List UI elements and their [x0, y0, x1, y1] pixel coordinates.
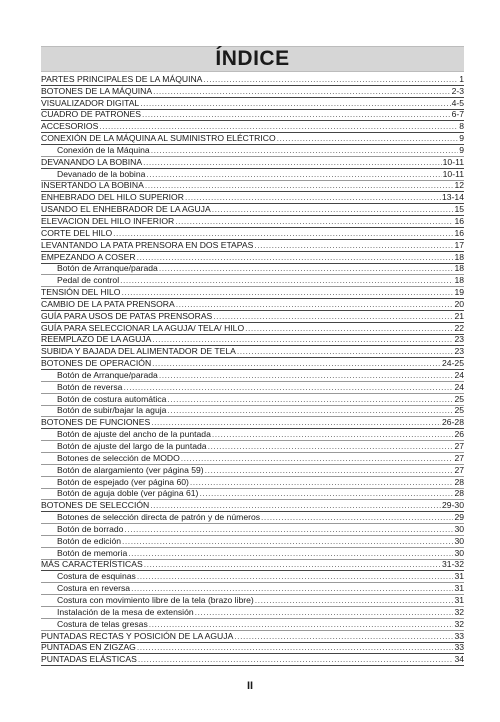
toc-entry-page: 29 [454, 512, 464, 523]
toc-entry-label: Botón de reversa [57, 381, 123, 392]
toc-entry-label: PUNTADAS EN ZIGZAG [41, 642, 136, 653]
toc-entry-page: 20 [454, 298, 464, 309]
toc-entry-label: Botones de selección de MODO [57, 452, 180, 463]
toc-entry-label: Botón de memoria [57, 547, 128, 558]
toc-entry-page: 22 [454, 322, 464, 333]
toc-entry[interactable] [41, 631, 464, 643]
toc-entry[interactable] [41, 299, 464, 311]
toc-entry-page: 9 [459, 133, 464, 144]
dot-leader [185, 192, 441, 203]
toc-entry-page: 31 [454, 583, 464, 594]
dot-leader [124, 524, 453, 535]
dot-leader [159, 370, 454, 381]
dot-leader [234, 631, 453, 642]
toc-entry-label: CONEXIÓN DE LA MÁQUINA AL SUMINISTRO ELÉCTRICO [41, 133, 276, 144]
toc-entry-label: TENSIÓN DEL HILO [41, 287, 121, 298]
dot-leader [255, 595, 454, 606]
toc-entry-label: ELEVACION DEL HILO INFERIOR [41, 215, 175, 226]
toc-entry-page: 19 [454, 287, 464, 298]
toc-entry-page: 32 [454, 618, 464, 629]
dot-leader [254, 240, 453, 251]
toc-subentry[interactable] [41, 275, 464, 287]
toc-entry-page: 31 [454, 571, 464, 582]
toc-entry-label: Pedal de control [57, 275, 120, 286]
dot-leader [123, 382, 453, 393]
dot-leader [151, 417, 441, 428]
toc-entry[interactable] [41, 311, 464, 323]
toc-subentry[interactable] [41, 548, 464, 560]
toc-entry-label: Botón de subir/bajar la aguja [57, 405, 167, 416]
dot-leader [277, 133, 459, 144]
toc-entry-label: DEVANANDO LA BOBINA [41, 156, 143, 167]
dot-leader [113, 228, 453, 239]
dot-leader [131, 583, 453, 594]
dot-leader [245, 323, 453, 334]
toc-entry-label: PUNTADAS RECTAS Y POSICIÓN DE LA AGUJA [41, 630, 234, 641]
toc-entry-label: Botón de Arranque/parada [57, 263, 158, 274]
page-title: ÍNDICE [215, 47, 290, 70]
toc-entry-label: Instalación de la mesa de extensión [57, 606, 194, 617]
dot-leader [143, 157, 442, 168]
dot-leader [137, 571, 454, 582]
toc-entry-page: 12 [454, 180, 464, 191]
toc-entry-page: 34 [454, 654, 464, 665]
toc-entry-label: PUNTADAS ELÁSTICAS [41, 654, 137, 665]
toc-entry-label: Devanado de la bobina [57, 168, 146, 179]
toc-entry-page: 23 [454, 334, 464, 345]
dot-leader [142, 109, 451, 120]
toc-entry-page: 16 [454, 227, 464, 238]
dot-leader [237, 346, 454, 357]
toc-entry-page: 24 [454, 369, 464, 380]
toc-entry-page: 32 [454, 606, 464, 617]
toc-subentry[interactable] [41, 571, 464, 583]
toc-entry-label: ENHEBRADO DEL HILO SUPERIOR [41, 192, 184, 203]
toc-entry-page: 2-3 [451, 85, 464, 96]
toc-entry-page: 30 [454, 523, 464, 534]
dot-leader [121, 287, 453, 298]
dot-leader [137, 642, 454, 653]
toc-entry[interactable] [41, 133, 464, 145]
dot-leader [175, 216, 453, 227]
toc-subentry[interactable] [41, 406, 464, 418]
toc-entry-label: Botones de selección directa de patrón y de números [57, 512, 261, 523]
toc-entry-label: Botón de costura automática [57, 393, 167, 404]
toc-entry-page: 15 [454, 204, 464, 215]
toc-entry-page: 24-25 [442, 358, 464, 369]
toc-entry-label: Conexión de la Máquina [57, 144, 150, 155]
dot-leader [145, 180, 454, 191]
toc-subentry[interactable] [41, 512, 464, 524]
dot-leader [152, 334, 453, 345]
toc-entry-label: MÁS CARACTERÍSTICAS [41, 559, 143, 570]
toc-entry-page: 27 [454, 441, 464, 451]
dot-leader [122, 536, 453, 547]
toc-entry-label: CAMBIO DE LA PATA PRENSORA [41, 298, 175, 309]
toc-entry[interactable] [41, 643, 464, 655]
toc-entry[interactable] [41, 560, 464, 572]
toc-entry-label: ACCESORIOS [41, 121, 99, 132]
toc-entry-label: LEVANTANDO LA PATA PRENSORA EN DOS ETAPAS [41, 239, 254, 250]
toc-entry[interactable] [41, 358, 464, 370]
toc-entry-label: GUÍA PARA USOS DE PATAS PRENSORAS [41, 310, 213, 321]
toc-entry-page: 18 [454, 263, 464, 274]
toc-entry-label: Botón de edición [57, 535, 122, 546]
toc-entry-page: 21 [454, 310, 464, 321]
toc-entry-page: 13-14 [442, 192, 464, 203]
toc-entry-page: 24 [454, 381, 464, 392]
toc-entry-page: 27 [454, 452, 464, 463]
toc-entry-label: BOTONES DE FUNCIONES [41, 417, 151, 428]
toc-entry[interactable] [41, 110, 464, 122]
toc-entry-label: Botón de alargamiento (ver página 59) [57, 464, 204, 475]
toc-entry-label: Botón de ajuste del ancho de la puntada [57, 429, 211, 440]
toc-entry[interactable] [41, 654, 464, 666]
toc-entry[interactable] [41, 181, 464, 193]
toc-subentry[interactable] [41, 370, 464, 382]
toc-entry-page: 6-7 [451, 109, 464, 120]
table-of-contents [41, 74, 464, 666]
toc-entry-page: 18 [454, 275, 464, 286]
toc-entry-label: CUADRO DE PATRONES [41, 109, 141, 120]
toc-entry[interactable] [41, 121, 464, 133]
toc-entry-page: 16 [454, 215, 464, 226]
toc-entry[interactable] [41, 417, 464, 429]
dot-leader [140, 98, 450, 109]
toc-subentry[interactable] [41, 145, 464, 157]
toc-entry-label: SUBIDA Y BAJADA DEL ALIMENTADOR DE TELA [41, 346, 236, 357]
toc-entry-label: PARTES PRINCIPALES DE LA MÁQUINA [41, 73, 203, 84]
toc-entry-page: 25 [454, 405, 464, 416]
dot-leader [153, 86, 450, 97]
toc-subentry[interactable] [41, 465, 464, 477]
toc-entry[interactable] [41, 335, 464, 347]
toc-entry-page: 8 [459, 121, 464, 132]
toc-entry-page: 28 [454, 476, 464, 487]
toc-entry-page: 17 [454, 239, 464, 250]
toc-entry[interactable] [41, 74, 464, 86]
dot-leader [99, 121, 458, 132]
toc-entry-label: Costura de esquinas [57, 571, 136, 582]
dot-leader [212, 204, 454, 215]
toc-entry-page: 10-11 [442, 168, 464, 179]
dot-leader [146, 169, 441, 180]
toc-subentry[interactable] [41, 169, 464, 181]
dot-leader [137, 252, 454, 263]
dot-leader [212, 429, 454, 440]
dot-leader [261, 512, 453, 523]
toc-subentry[interactable] [41, 382, 464, 394]
toc-entry-label: REEMPLAZO DE LA AGUJA [41, 334, 152, 345]
dot-leader [128, 548, 453, 559]
toc-entry[interactable] [41, 216, 464, 228]
toc-entry-page: 9 [459, 144, 464, 155]
toc-entry-page: 25 [454, 393, 464, 404]
toc-entry[interactable] [41, 98, 464, 110]
dot-leader [167, 394, 453, 405]
toc-entry-page: 27 [454, 464, 464, 475]
dot-leader [205, 465, 454, 476]
toc-entry-label: Botón de espejado (ver página 60) [57, 476, 189, 487]
toc-entry[interactable] [41, 346, 464, 358]
dot-leader [203, 74, 458, 85]
toc-entry-page: 23 [454, 346, 464, 357]
toc-subentry[interactable] [41, 583, 464, 595]
dot-leader [159, 263, 454, 274]
toc-subentry[interactable] [41, 489, 464, 501]
toc-entry[interactable] [41, 240, 464, 252]
toc-entry-page: 31 [454, 594, 464, 605]
toc-entry-label: Botón de borrado [57, 523, 124, 534]
toc-entry-label: Costura de telas gresas [57, 618, 148, 629]
toc-entry-page: 1 [459, 73, 464, 84]
toc-entry-label: GUÍA PARA SELECCIONAR LA AGUJA/ TELA/ HILO [41, 322, 245, 333]
toc-subentry[interactable] [41, 607, 464, 619]
toc-entry-label: Botón de aguja doble (ver página 61) [57, 488, 199, 499]
toc-entry-label: BOTONES DE LA MÁQUINA [41, 85, 153, 96]
dot-leader [151, 145, 459, 156]
dot-leader [120, 275, 453, 286]
toc-entry-page: 18 [454, 251, 464, 262]
page-number: II [246, 680, 254, 692]
toc-entry[interactable] [41, 157, 464, 169]
toc-subentry[interactable] [41, 477, 464, 489]
toc-subentry[interactable] [41, 394, 464, 406]
dot-leader [138, 654, 454, 665]
toc-entry-page: 33 [454, 642, 464, 653]
toc-entry-page: 26 [454, 429, 464, 440]
toc-entry-label: BOTONES DE SELECCIÓN [41, 500, 150, 511]
toc-entry-page: 4-5 [451, 97, 464, 108]
dot-leader [190, 477, 454, 488]
toc-entry-label: VISUALIZADOR DIGITAL [41, 97, 140, 108]
toc-subentry[interactable] [41, 441, 464, 453]
dot-leader [176, 299, 454, 310]
toc-entry[interactable] [41, 287, 464, 299]
toc-subentry[interactable] [41, 264, 464, 276]
toc-subentry[interactable] [41, 595, 464, 607]
toc-entry-page: 31-32 [442, 559, 464, 570]
toc-entry[interactable] [41, 323, 464, 335]
toc-entry-page: 28 [454, 488, 464, 499]
dot-leader [199, 488, 453, 499]
dot-leader [181, 453, 454, 464]
toc-entry[interactable] [41, 228, 464, 240]
dot-leader [208, 441, 454, 452]
toc-entry-page: 29-30 [442, 500, 464, 511]
title-band [41, 46, 464, 72]
toc-entry[interactable] [41, 252, 464, 264]
toc-entry-label: EMPEZANDO A COSER [41, 251, 136, 262]
toc-entry-label: BOTONES DE OPERACIÓN [41, 358, 152, 369]
toc-entry[interactable] [41, 86, 464, 98]
toc-entry-page: 30 [454, 535, 464, 546]
toc-entry[interactable] [41, 192, 464, 204]
toc-entry-label: CORTE DEL HILO [41, 227, 113, 238]
toc-entry-label: Costura con movimiento libre de la tela (brazo libre) [57, 594, 254, 605]
toc-entry[interactable] [41, 204, 464, 216]
toc-entry-page: 33 [454, 630, 464, 641]
dot-leader [167, 405, 453, 416]
toc-subentry[interactable] [41, 453, 464, 465]
dot-leader [213, 311, 453, 322]
toc-entry-label: Botón de ajuste del largo de la puntada [57, 441, 207, 451]
toc-subentry[interactable] [41, 536, 464, 548]
dot-leader [149, 619, 454, 630]
dot-leader [195, 607, 454, 618]
dot-leader [152, 358, 441, 369]
toc-subentry[interactable] [41, 524, 464, 536]
toc-subentry[interactable] [41, 619, 464, 631]
toc-entry-label: INSERTANDO LA BOBINA [41, 180, 144, 191]
dot-leader [144, 559, 441, 570]
toc-entry-page: 26-28 [442, 417, 464, 428]
toc-subentry[interactable] [41, 429, 464, 441]
toc-entry-page: 10-11 [442, 156, 464, 167]
dot-leader [150, 500, 441, 511]
toc-entry[interactable] [41, 500, 464, 512]
toc-entry-label: USANDO EL ENHEBRADOR DE LA AGUJA [41, 204, 211, 215]
toc-entry-page: 30 [454, 547, 464, 558]
toc-entry-label: Costura en reversa [57, 583, 131, 594]
toc-entry-label: Botón de Arranque/parada [57, 369, 158, 380]
